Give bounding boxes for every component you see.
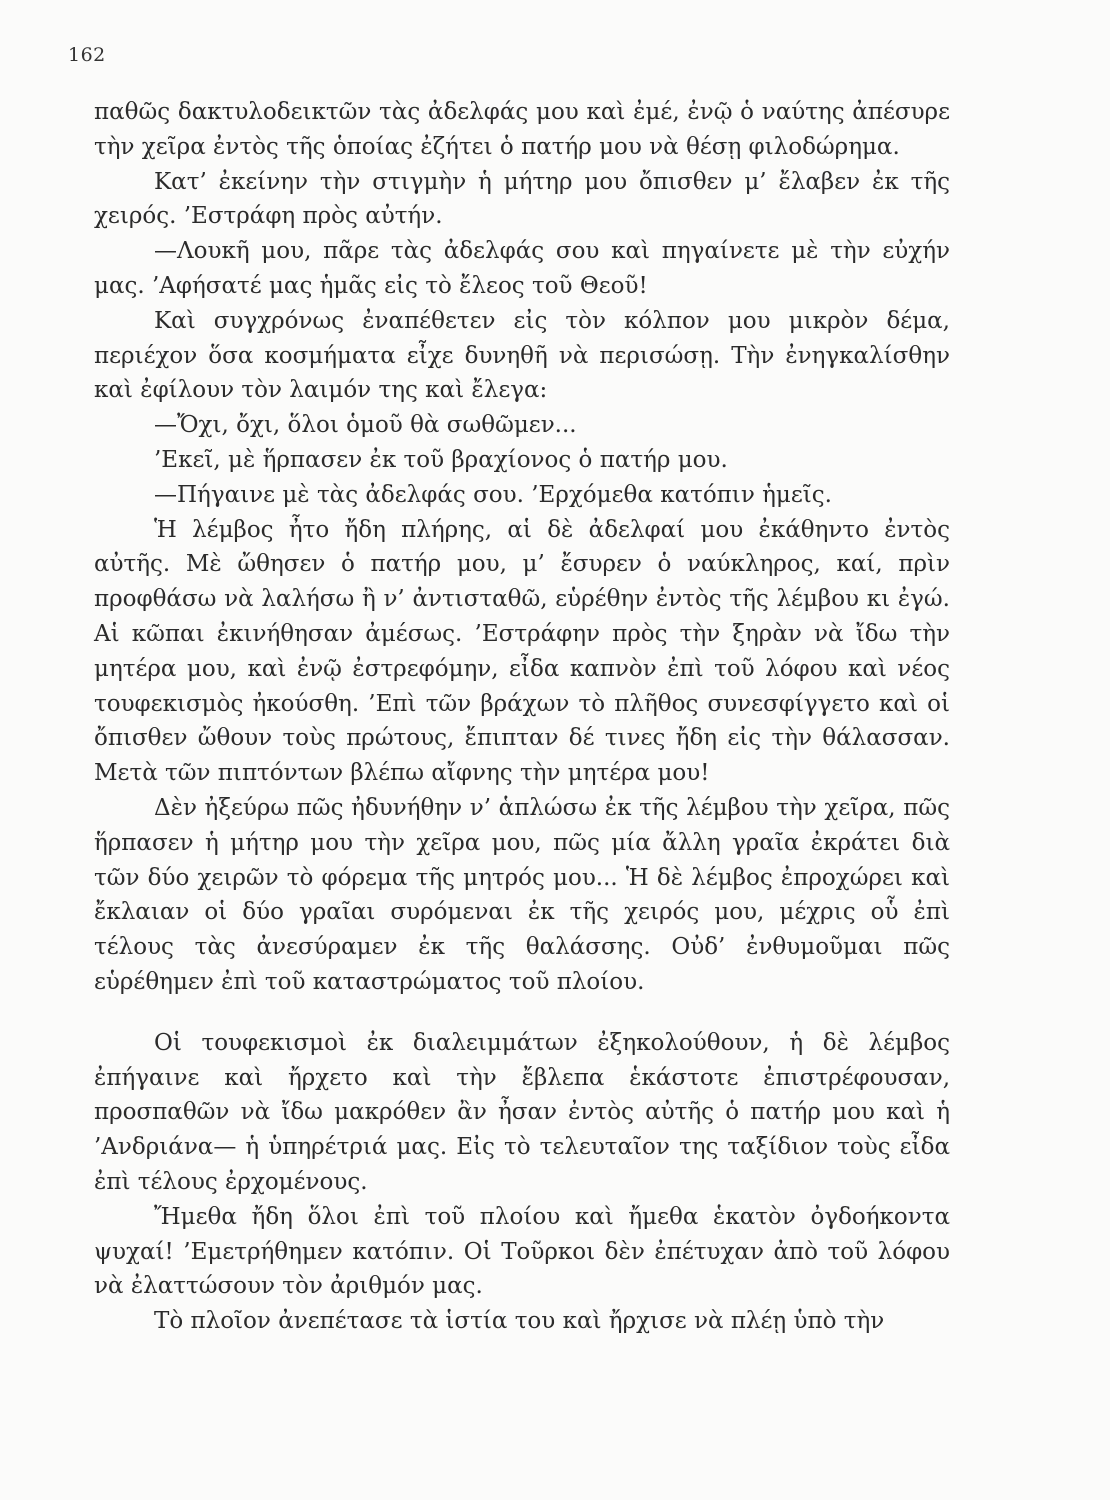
paragraph-section-start: Οἱ τουφεκισμοὶ ἐκ διαλειμμάτων ἐξηκολούθουν, ἡ δὲ λέμβος ἐπήγαινε καὶ ἤρχετο καὶ τὴν ἔβλεπα ἑκάστοτε ἐπιστρέφουσαν, προσπαθῶν νὰ ἴδω μακρόθεν ἂν ἦσαν ἐντὸς αὐτῆς ὁ πατήρ μου καὶ ἡ ’Ανδριάνα— ἡ ὑπηρέτριά μας. Εἰς τὸ τελευταῖον της ταξίδιον τοὺς εἶδα ἐπὶ τέλους ἐρχομένους. [94,1029,950,1195]
paragraph: Ἤμεθα ἤδη ὅλοι ἐπὶ τοῦ πλοίου καὶ ἤμεθα ἑκατὸν ὀγδοήκοντα ψυχαί! ’Εμετρήθημεν κατόπιν. Οἱ Τοῦρκοι δὲν ἐπέτυχαν ἀπὸ τοῦ λόφου νὰ ἐλαττώσουν τὸν ἀριθμόν μας. [94,1203,950,1300]
paragraph-continuation: παθῶς δακτυλοδεικτῶν τὰς ἀδελφάς μου καὶ ἐμέ, ἐνῷ ὁ ναύτης ἀπέσυρε τὴν χεῖρα ἐντὸς τῆς ὁποίας ἐζήτει ὁ πατήρ μου νὰ θέσῃ φιλοδώρημα. [94,99,950,160]
paragraph: Καὶ συγχρόνως ἐναπέθετεν εἰς τὸν κόλπον μου μικρὸν δέμα, περιέχον ὅσα κοσμήματα εἶχε δυνηθῆ νὰ περισώσῃ. Τὴν ἐνηγκαλίσθην καὶ ἐφίλουν τὸν λαιμόν της καὶ ἔλεγα: [94,307,950,404]
paragraph: Ἡ λέμβος ἦτο ἤδη πλήρης, αἱ δὲ ἀδελφαί μου ἐκάθηντο ἐντὸς αὐτῆς. Μὲ ὤθησεν ὁ πατήρ μου, μ’ ἔσυρεν ὁ ναύκληρος, καί, πρὶν προφθάσω νὰ λαλήσω ἢ ν’ ἀντισταθῶ, εὑρέθην ἐντὸς τῆς λέμβου κι ἐγώ. Αἱ κῶπαι ἐκινήθησαν ἀμέσως. ’Εστράφην πρὸς τὴν ξηρὰν νὰ ἴδω τὴν μητέρα μου, καὶ ἐνῷ ἐστρεφόμην, εἶδα καπνὸν ἐπὶ τοῦ λόφου καὶ νέος τουφεκισμὸς ἠκούσθη. ’Επὶ τῶν βράχων τὸ πλῆθος συνεσφίγγετο καὶ οἱ ὄπισθεν ὤθουν τοὺς πρώτους, ἔπιπταν δέ τινες ἤδη εἰς τὴν θάλασσαν. Μετὰ τῶν πιπτόντων βλέπω αἴφνης τὴν μητέρα μου! [94,516,950,787]
body-text [94,95,950,1339]
paragraph-dialogue: —Ὄχι, ὄχι, ὅλοι ὁμοῦ θὰ σωθῶμεν... [154,412,577,439]
paragraph: Κατ’ ἐκείνην τὴν στιγμὴν ἡ μήτηρ μου ὄπισθεν μ’ ἔλαβεν ἐκ τῆς χειρός. ’Εστράφη πρὸς αὐτήν. [94,168,950,230]
paragraph-dialogue: —Πήγαινε μὲ τὰς ἀδελφάς σου. ’Ερχόμεθα κατόπιν ἡμεῖς. [154,481,832,508]
paragraph-last-line: Τὸ πλοῖον ἀνεπέτασε τὰ ἱστία του καὶ ἤρχισε νὰ πλέῃ ὑπὸ τὴν [154,1308,885,1335]
paragraph-dialogue: —Λουκῆ μου, πᾶρε τὰς ἀδελφάς σου καὶ πηγαίνετε μὲ τὴν εὐχήν μας. ’Αφήσατέ μας ἡμᾶς εἰς τὸ ἔλεος τοῦ Θεοῦ! [94,238,950,299]
paragraph: Δὲν ἠξεύρω πῶς ἠδυνήθην ν’ ἁπλώσω ἐκ τῆς λέμβου τὴν χεῖρα, πῶς ἥρπασεν ἡ μήτηρ μου τὴν χεῖρα μου, πῶς μία ἄλλη γραῖα ἐκράτει διὰ τῶν δύο χειρῶν τὸ φόρεμα τῆς μητρός μου... Ἡ δὲ λέμβος ἐπροχώρει καὶ ἔκλαιαν οἱ δύο γραῖαι συρόμεναι ἐκ τῆς χειρός μου, μέχρις οὗ ἐπὶ τέλους τὰς ἀνεσύραμεν ἐκ τῆς θαλάσσης. Οὐδ’ ἐνθυμοῦμαι πῶς εὑρέθημεν ἐπὶ τοῦ καταστρώματος τοῦ πλοίου. [94,794,950,995]
paragraph: ’Εκεῖ, μὲ ἥρπασεν ἐκ τοῦ βραχίονος ὁ πατήρ μου. [154,446,728,473]
page-number: 162 [68,44,106,66]
